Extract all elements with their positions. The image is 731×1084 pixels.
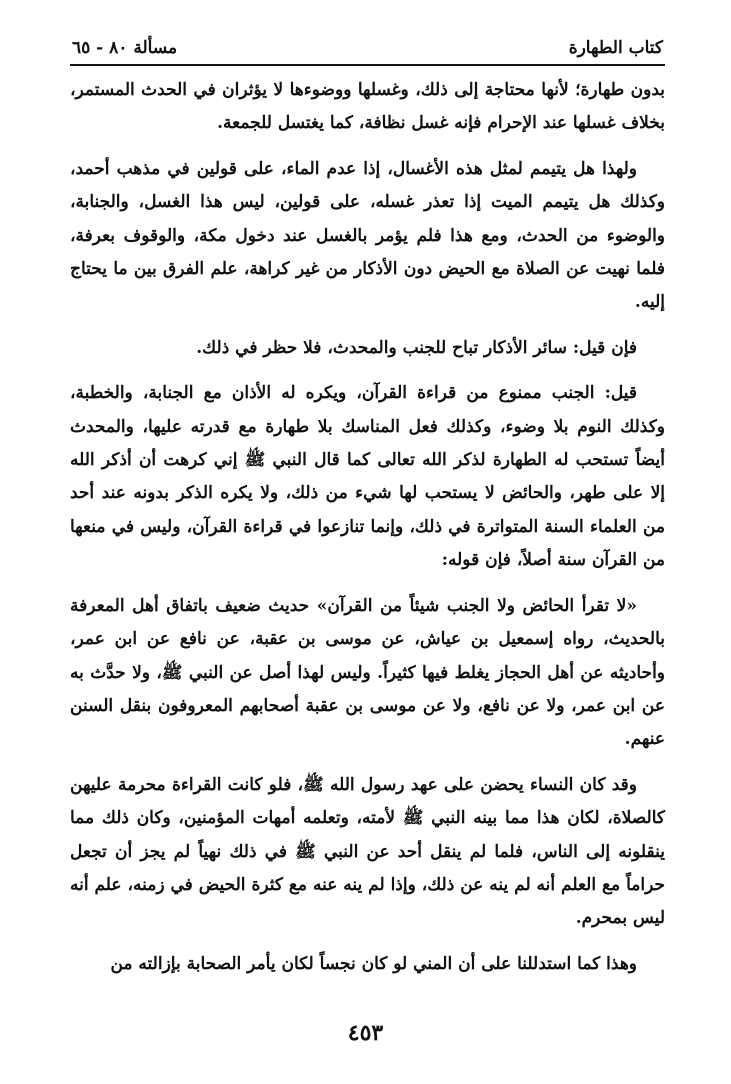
header-book-section: كتاب الطهارة: [568, 38, 663, 58]
paragraph-7: وهذا كما استدللنا على أن المني لو كان نجساً لكان يأمر الصحابة بإزالته من: [110, 953, 637, 974]
paragraph-3: فإن قيل: سائر الأذكار تباح للجنب والمحدث، فلا حظر في ذلك.: [196, 337, 637, 358]
page-number: ٤٥٣: [347, 1020, 384, 1046]
page-body: [70, 74, 665, 981]
paragraph-1: بدون طهارة؛ لأنها محتاجة إلى ذلك، وغسلها ووضوءها لا يؤثران في الحدث المستمر، بخلاف غسلها عند الإحرام فإنه غسل نظافة، كما يغتسل للجمعة.: [70, 80, 665, 134]
running-header: [70, 38, 665, 66]
paragraph-2: ولهذا هل يتيمم لمثل هذه الأغسال، إذا عدم الماء، على قولين في مذهب أحمد، وكذلك هل يتيمم الميت إذا تعذر غسله، على قولين، ليس هذا الغسل، والجنابة، والوضوء من الحدث، ومع هذا فلم يؤمر بالغسل عند دخول مكة، والوقوف بعرفة، فلما نهيت عن الصلاة مع الحيض دون الأذكار من غير كراهة، علم الفرق بين ما يحتاج إليه.: [70, 158, 665, 313]
paragraph-6: وقد كان النساء يحضن على عهد رسول الله ﷺ، فلو كانت القراءة محرمة عليهن كالصلاة، لكان هذا مما بينه النبي ﷺ لأمته، وتعلمه أمهات المؤمنين، وكان ذلك مما ينقلونه إلى الناس، فلما لم ينقل أحد عن النبي ﷺ في ذلك نهياً لم يجز أن تجعل حراماً مع العلم أنه لم ينه عن ذلك، وإذا لم ينه عنه مع كثرة الحيض في زمنه، علم أنه ليس بمحرم.: [70, 774, 665, 929]
paragraph-4: قيل: الجنب ممنوع من قراءة القرآن، ويكره له الأذان مع الجنابة، والخطبة، وكذلك النوم بلا وضوء، وكذلك فعل المناسك بلا طهارة مع قدرته عليها، والمحدث أيضاً تستحب له الطهارة لذكر الله تعالى كما قال النبي ﷺ إني كرهت أن أذكر الله إلا على طهر، والحائض لا يستحب لها شيء من ذلك، ولا يكره الذكر بدونه عند أحد من العلماء السنة المتواترة في ذلك، وإنما تنازعوا في قراءة القرآن، وليس في منعها من القرآن سنة أصلاً، فإن قوله:: [70, 383, 665, 571]
paragraph-5: «لا تقرأ الحائض ولا الجنب شيئاً من القرآن» حديث ضعيف باتفاق أهل المعرفة بالحديث، رواه إسمعيل بن عياش، عن موسى بن عقبة، عن نافع عن ابن عمر، وأحاديثه عن أهل الحجاز يغلط فيها كثيراً. وليس لهذا أصل عن النبي ﷺ، ولا حدَّث به عن ابن عمر، ولا عن نافع، ولا عن موسى بن عقبة أصحابهم المعروفون بنقل السنن عنهم.: [70, 595, 665, 750]
header-issue-ref: مسألة ٨٠ - ٦٥: [72, 38, 178, 58]
